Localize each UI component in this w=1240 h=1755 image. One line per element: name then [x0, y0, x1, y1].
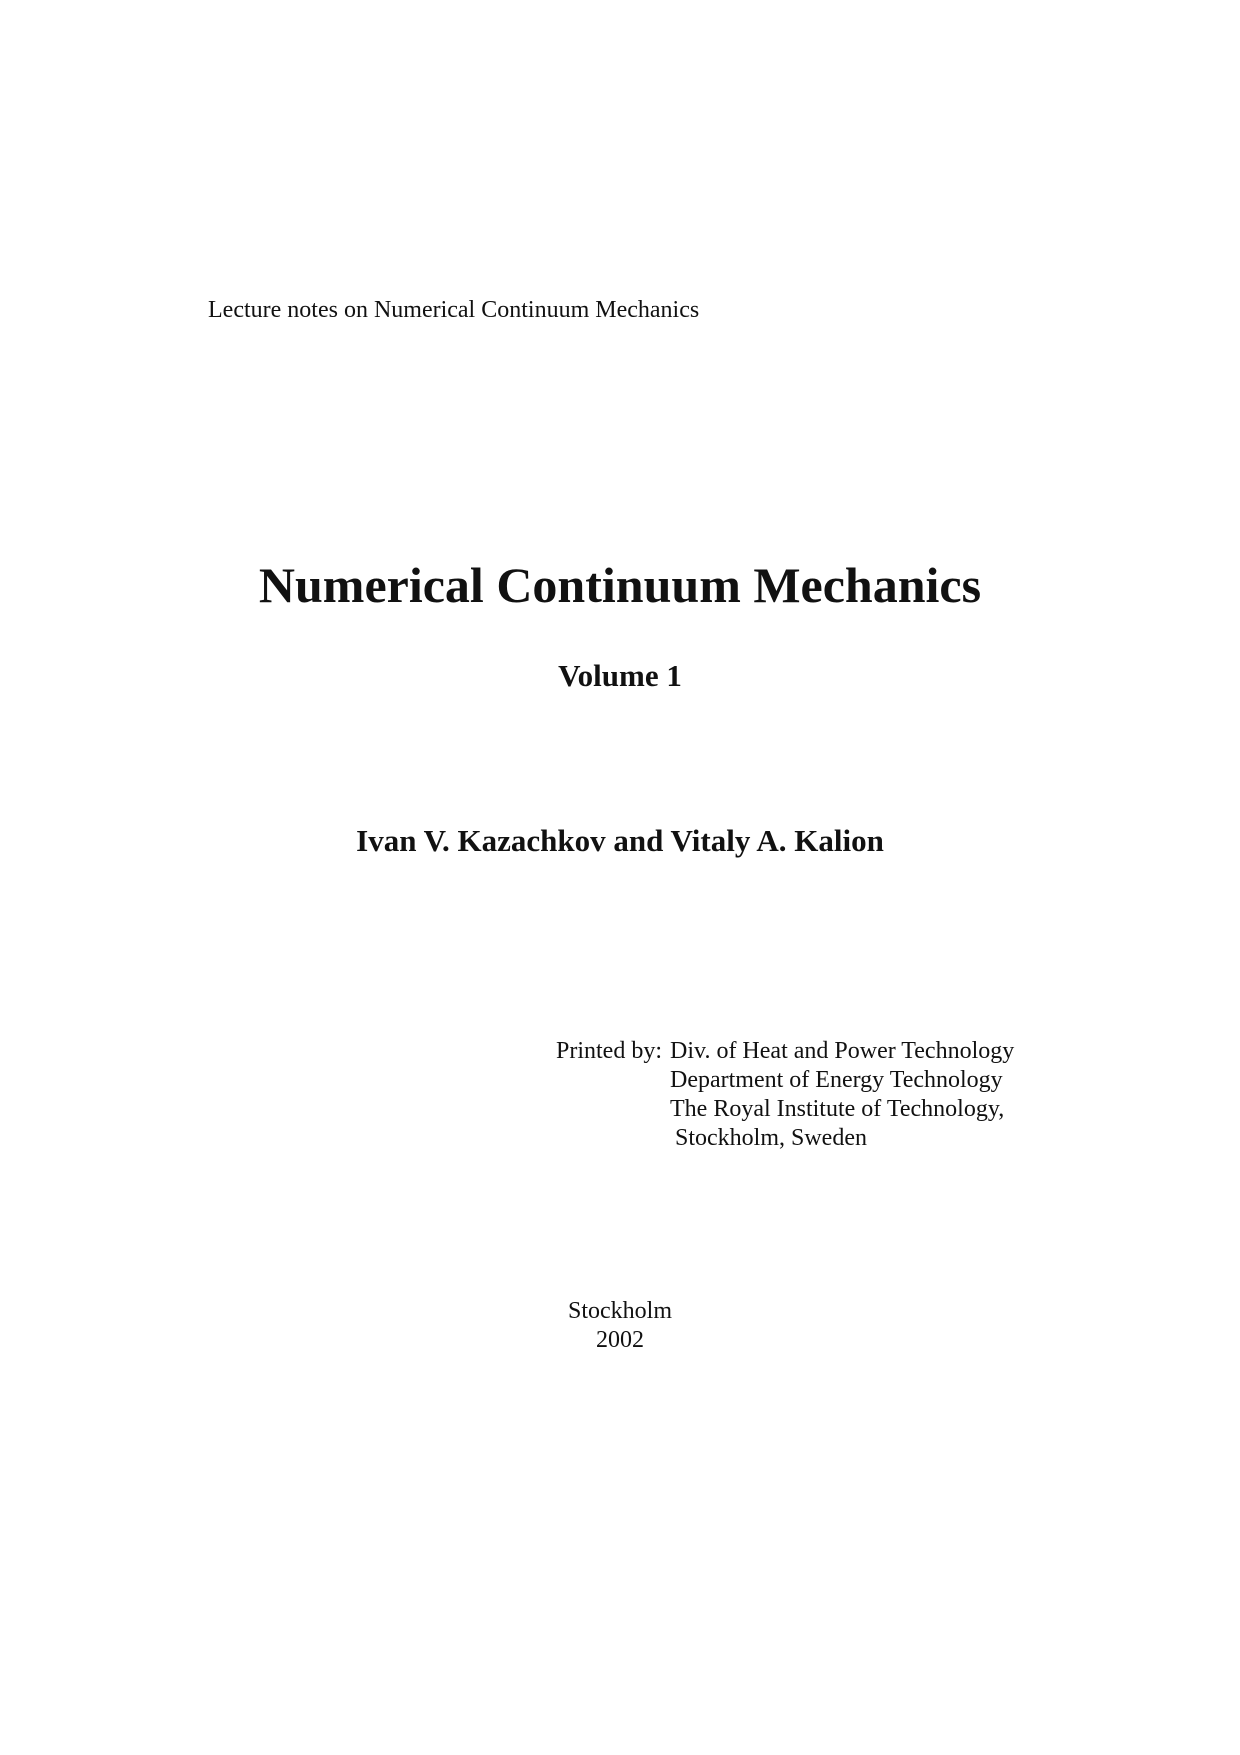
book-title: Numerical Continuum Mechanics [258, 557, 982, 613]
printer-line-division: Div. of Heat and Power Technology [670, 1038, 1015, 1064]
imprint [0, 1297, 1240, 1355]
printed-by-row [556, 1037, 1014, 1153]
imprint-place: Stockholm [567, 1298, 672, 1324]
printer-line-institute: The Royal Institute of Technology, [670, 1096, 1005, 1122]
series-line: Lecture notes on Numerical Continuum Mechanics [208, 297, 700, 323]
imprint-year: 2002 [596, 1327, 644, 1353]
authors: Ivan V. Kazachkov and Vitaly A. Kalion [356, 823, 884, 858]
printer-line-department: Department of Energy Technology [670, 1067, 1003, 1093]
volume-label: Volume 1 [558, 658, 682, 693]
printed-by-block [556, 1037, 1014, 1153]
printer-address [670, 1037, 1014, 1153]
printer-line-city: Stockholm, Sweden [675, 1125, 867, 1151]
printed-by-label: Printed by: [556, 1038, 662, 1064]
